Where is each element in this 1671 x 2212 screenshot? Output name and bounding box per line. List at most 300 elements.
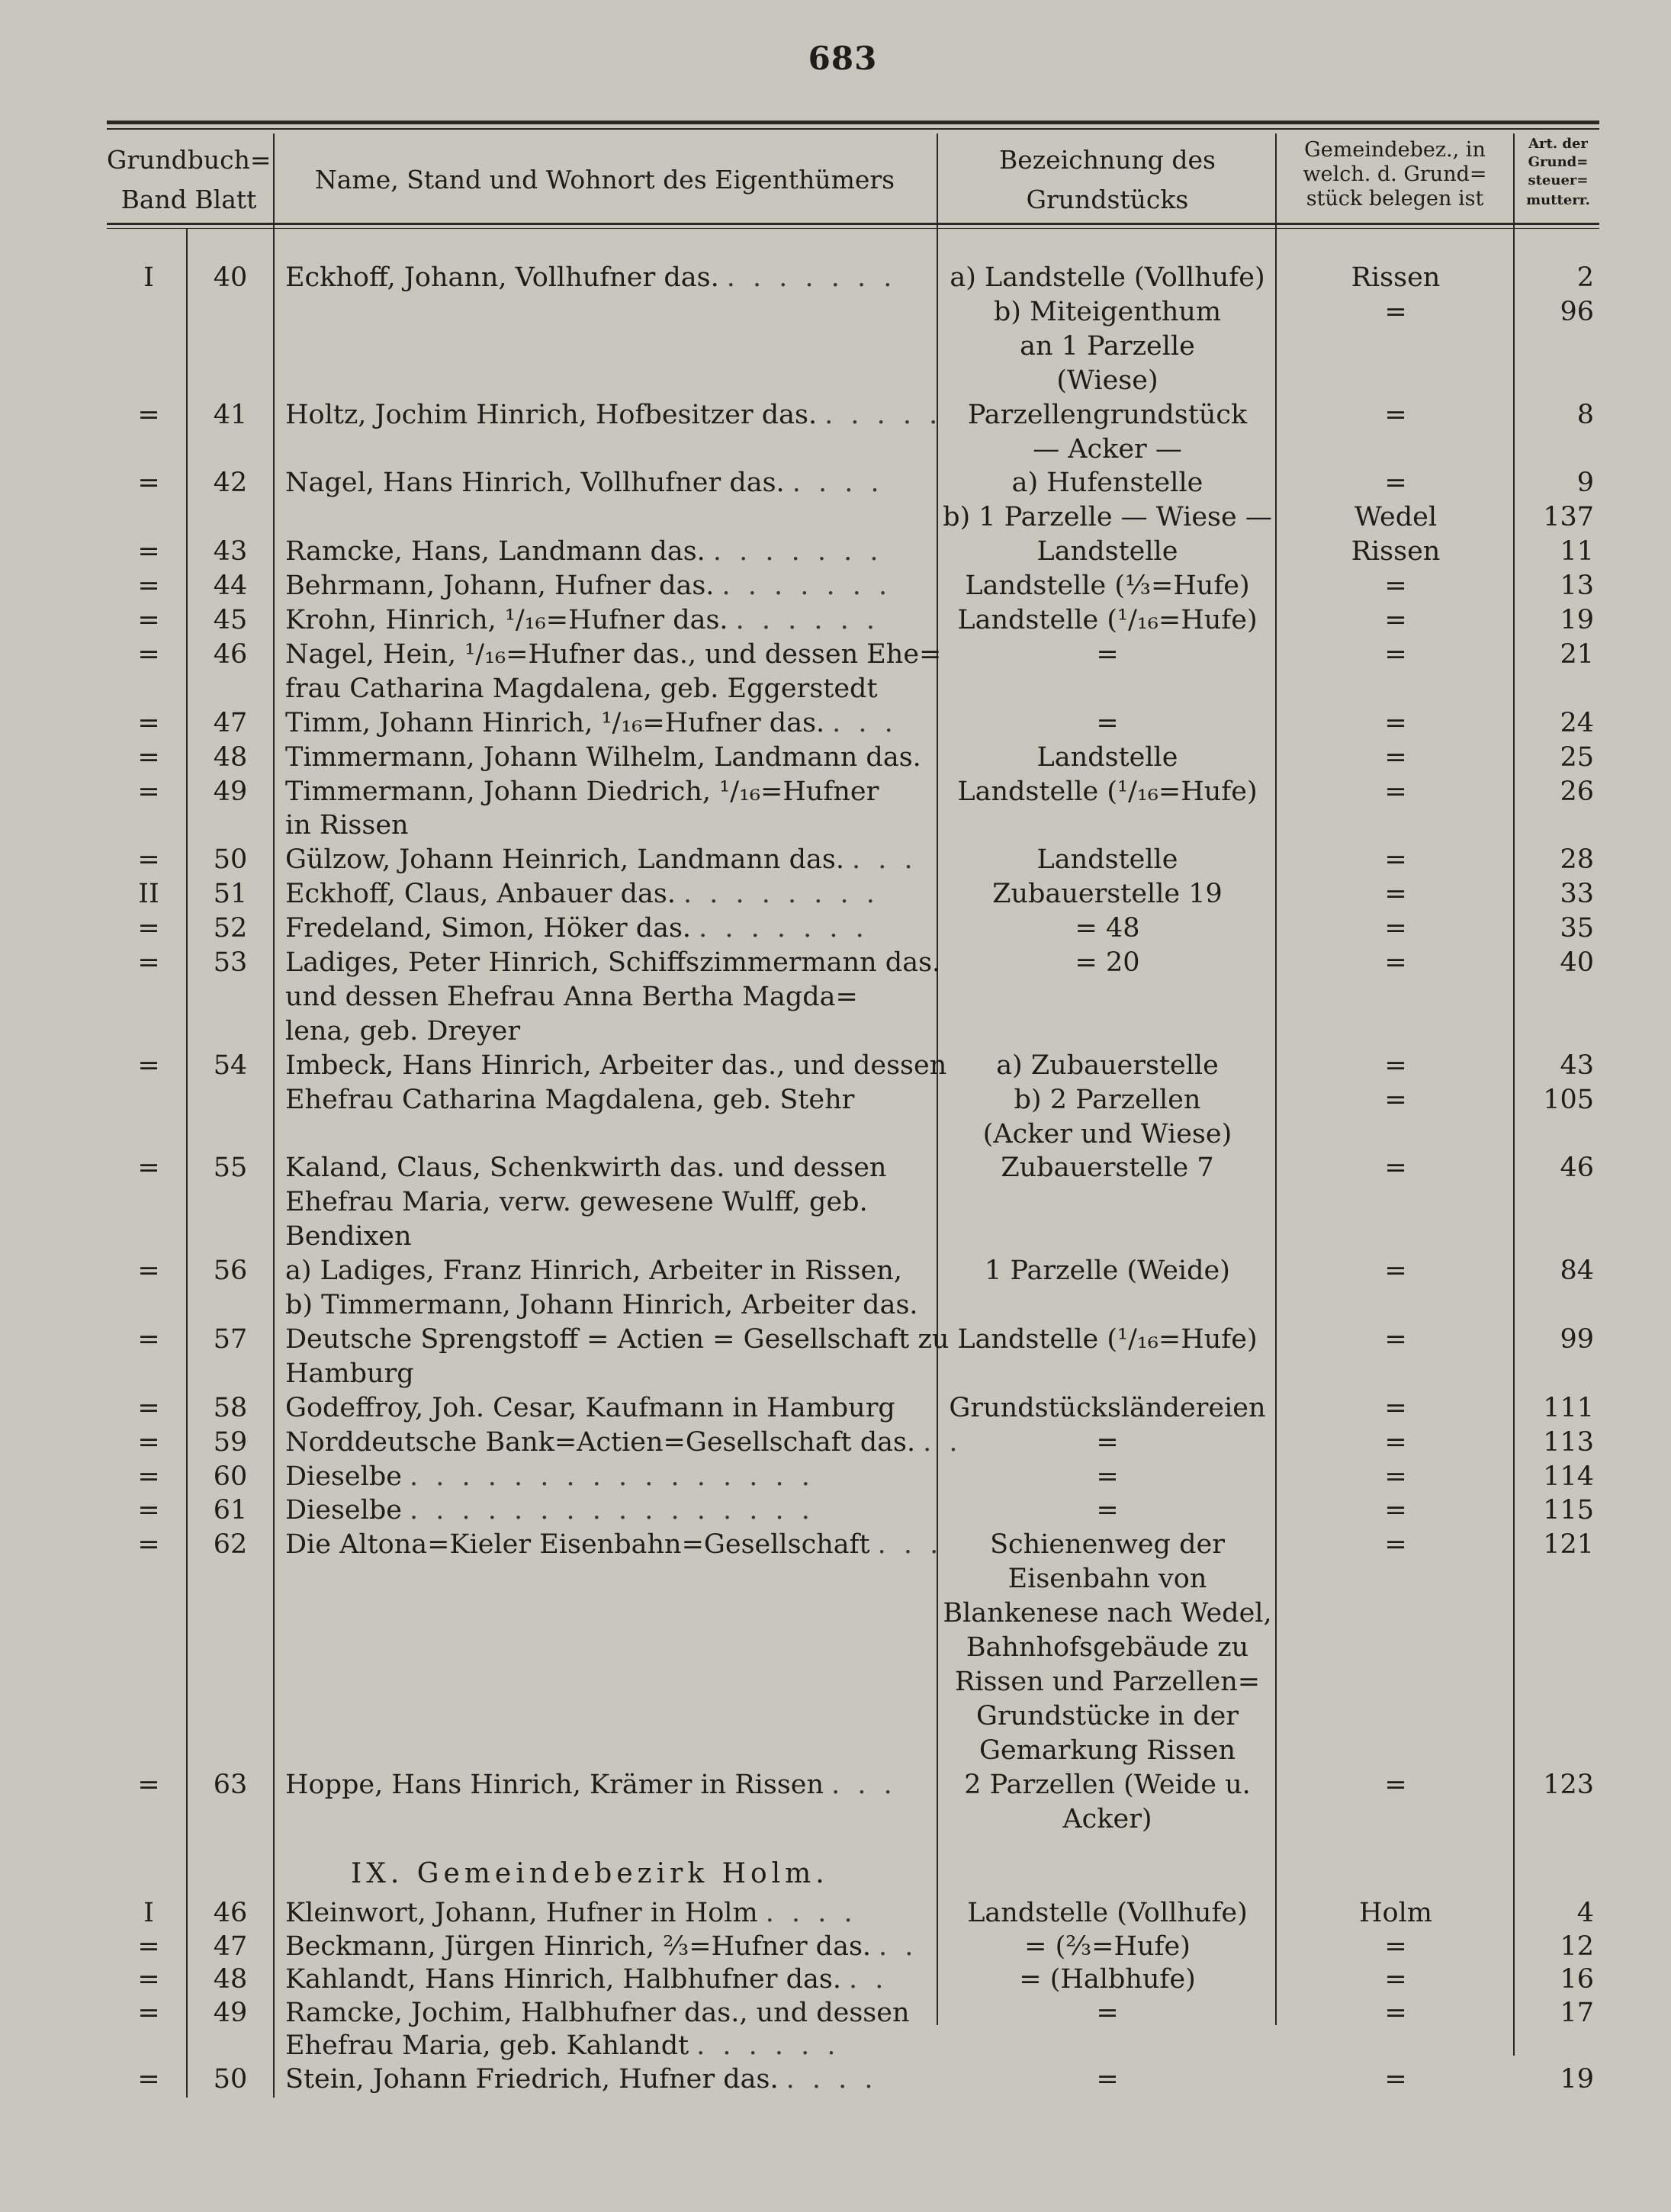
article-cell: [1518, 1996, 1594, 2030]
owner-cell-text: Kaland, Claus, Schenkwirth das. und dessen: [285, 1153, 887, 1184]
owner-cell-text: Ladiges, Peter Hinrich, Schiffszimmermann das.: [285, 947, 941, 978]
district-cell-text: =: [1384, 468, 1407, 499]
parcel-cell: [940, 1734, 1275, 1767]
parcel-cell: [940, 1802, 1275, 1836]
article-cell: [1518, 775, 1594, 809]
owner-cell: [285, 1049, 947, 1082]
blatt-cell: [192, 2062, 268, 2096]
blatt-cell: [192, 843, 268, 876]
parcel-cell: [940, 638, 1275, 671]
owner-cell-text: Ehefrau Maria, verw. gewesene Wulff, geb.: [285, 1187, 868, 1218]
owner-cell-text: in Rissen: [285, 810, 409, 841]
district-cell: [1281, 1323, 1510, 1356]
article-cell: [1518, 1083, 1594, 1117]
band-cell: [114, 946, 183, 979]
table-row: [0, 1896, 1671, 1930]
top-rule-thin: [107, 128, 1599, 130]
table-row: [0, 1083, 1671, 1117]
header-parcel-line1: Bezeichnung des: [999, 145, 1216, 175]
article-cell: [1518, 1460, 1594, 1493]
article-cell: [1518, 1896, 1594, 1930]
district-cell-text: =: [1384, 1426, 1407, 1458]
band-cell-text: =: [137, 468, 160, 499]
owner-cell: [285, 1596, 934, 1630]
article-cell-text: 19: [1560, 605, 1594, 635]
header-parcel-line2: Grundstücks: [1026, 185, 1189, 214]
table-row: [0, 1493, 1671, 1527]
owner-cell-text: Imbeck, Hans Hinrich, Arbeiter das., und dessen: [285, 1050, 947, 1081]
table-row: [0, 1699, 1671, 1733]
blatt-cell-text: 62: [213, 1529, 248, 1561]
parcel-cell-text: = 48: [1075, 913, 1140, 944]
parcel-cell: [940, 398, 1275, 432]
band-cell: [114, 1896, 183, 1930]
owner-cell-text: Deutsche Sprengstoff = Actien = Gesellschaft zu: [285, 1323, 950, 1355]
table-row: [0, 500, 1671, 534]
parcel-cell-text: 1 Parzelle (Weide): [985, 1256, 1230, 1287]
blatt-cell-text: 49: [213, 776, 248, 807]
band-cell-text: =: [137, 741, 160, 773]
band-cell: [114, 1963, 183, 1996]
band-cell-text: =: [137, 1426, 160, 1458]
blatt-cell: [192, 1426, 268, 1459]
article-cell-text: 123: [1543, 1769, 1594, 1800]
district-cell: [1281, 877, 1510, 911]
table-row: [0, 1288, 1671, 1322]
article-cell: [1518, 843, 1594, 876]
parcel-cell-text: =: [1096, 1997, 1119, 2028]
table-row: [0, 775, 1671, 809]
owner-cell: [285, 1665, 934, 1699]
band-cell-text: II: [138, 879, 159, 910]
article-cell-text: 46: [1560, 1153, 1594, 1184]
district-cell-text: =: [1384, 947, 1407, 978]
parcel-cell-text: =: [1096, 1426, 1119, 1458]
band-cell: [114, 535, 183, 568]
district-cell: [1281, 1391, 1510, 1425]
owner-cell: [285, 1391, 934, 1425]
parcel-cell-text: = (Halbhufe): [1019, 1964, 1196, 1995]
band-cell: [114, 1426, 183, 1459]
band-cell: [114, 843, 183, 876]
district-cell-text: =: [1384, 1931, 1407, 1962]
band-cell-text: =: [137, 1461, 160, 1492]
table-row: [0, 1631, 1671, 1664]
blatt-cell: [192, 603, 268, 637]
owner-cell: [285, 1528, 943, 1561]
district-cell: [1281, 295, 1510, 329]
owner-cell: [285, 1896, 934, 1930]
band-cell: [114, 741, 183, 774]
district-cell-text: Rissen: [1351, 262, 1441, 293]
article-cell: [1518, 569, 1594, 603]
owner-cell: [285, 1254, 934, 1288]
blatt-cell: [192, 1896, 268, 1930]
blatt-cell-text: 53: [213, 947, 248, 978]
dot-leader: . . . .: [786, 2063, 878, 2095]
band-cell: [114, 1493, 183, 1527]
dot-leader: . .: [923, 1426, 962, 1458]
parcel-cell: [940, 466, 1275, 500]
parcel-cell-text: Zubauerstelle 7: [1001, 1153, 1214, 1184]
blatt-cell-text: 42: [213, 468, 248, 499]
band-cell-text: =: [137, 399, 160, 430]
owner-cell: [285, 1117, 934, 1151]
band-cell-text: =: [137, 947, 160, 978]
blatt-cell: [192, 1151, 268, 1185]
district-cell-text: =: [1384, 741, 1407, 773]
band-cell: [114, 603, 183, 637]
district-cell: [1281, 398, 1510, 432]
dot-leader: . . . . . . .: [721, 571, 892, 602]
article-cell: [1518, 1426, 1594, 1459]
parcel-cell: [940, 1596, 1275, 1630]
district-cell-text: =: [1384, 1529, 1407, 1561]
owner-cell: [285, 1357, 934, 1391]
owner-cell: [285, 1802, 934, 1836]
blatt-cell: [192, 569, 268, 603]
article-cell-text: 24: [1560, 707, 1594, 738]
owner-cell: [285, 980, 934, 1014]
owner-cell-text: Dieselbe: [285, 1495, 402, 1526]
article-cell: [1518, 1254, 1594, 1288]
parcel-cell-text: — Acker —: [1033, 433, 1182, 465]
owner-cell: [285, 1185, 934, 1219]
owner-cell-text: Stein, Johann Friedrich, Hufner das.: [285, 2063, 779, 2095]
parcel-cell-text: b) 1 Parzelle — Wiese —: [943, 502, 1272, 533]
article-cell: [1518, 535, 1594, 568]
header-rule: [107, 223, 1599, 225]
owner-cell-text: Eckhoff, Johann, Vollhufner das.: [285, 262, 719, 293]
header-band-blatt-line1: Grundbuch=: [107, 145, 272, 175]
parcel-cell-text: Bahnhofsgebäude zu: [966, 1632, 1249, 1663]
blatt-cell-text: 49: [213, 1997, 248, 2028]
blatt-cell-text: 45: [213, 605, 248, 635]
band-cell-text: =: [137, 1964, 160, 1995]
owner-cell-text: Dieselbe: [285, 1461, 402, 1492]
band-cell-text: =: [137, 1050, 160, 1081]
band-cell: [114, 1391, 183, 1425]
district-cell-text: Rissen: [1351, 536, 1441, 567]
band-cell-text: =: [137, 1153, 160, 1184]
table-row: [0, 1768, 1671, 1802]
table-row: [0, 1996, 1671, 2030]
parcel-cell: [940, 1699, 1275, 1733]
blatt-cell-text: 50: [213, 844, 248, 876]
band-cell: [114, 1049, 183, 1082]
owner-cell: [285, 741, 934, 774]
district-cell: [1281, 1930, 1510, 1963]
parcel-cell-text: (Wiese): [1056, 365, 1158, 396]
district-cell: [1281, 1460, 1510, 1493]
article-cell-text: 8: [1576, 399, 1594, 430]
district-cell: [1281, 638, 1510, 671]
blatt-cell-text: 50: [213, 2063, 248, 2095]
district-cell-text: =: [1384, 1050, 1407, 1081]
table-row: [0, 1734, 1671, 1767]
district-cell: [1281, 466, 1510, 500]
district-cell-text: =: [1384, 638, 1407, 670]
table-row: [0, 295, 1671, 329]
parcel-cell: [940, 1528, 1275, 1561]
article-cell: [1518, 946, 1594, 979]
owner-cell: [285, 500, 934, 534]
parcel-cell: [940, 1460, 1275, 1493]
dot-leader: . . . . . . .: [726, 262, 897, 293]
article-cell-text: 9: [1576, 468, 1594, 499]
parcel-cell: [940, 911, 1275, 945]
parcel-cell-text: =: [1096, 707, 1119, 738]
parcel-cell-text: Landstelle (Vollhufe): [967, 1898, 1248, 1928]
owner-cell: [285, 877, 934, 911]
district-cell-text: =: [1384, 1997, 1407, 2028]
table-row: [0, 2062, 1671, 2096]
blatt-cell: [192, 877, 268, 911]
article-cell-text: 26: [1560, 776, 1594, 807]
article-cell: [1518, 1391, 1594, 1425]
header-district-line1: Gemeindebez., in: [1304, 138, 1486, 162]
band-cell: [114, 638, 183, 671]
parcel-cell: [940, 432, 1275, 466]
header-district-line3: stück belegen ist: [1306, 187, 1484, 211]
dot-leader: . . . . . . . . . . . . . . . .: [409, 1461, 815, 1492]
blatt-cell-text: 56: [213, 1256, 248, 1287]
parcel-cell: [940, 1151, 1275, 1185]
table-row: [0, 1802, 1671, 1836]
table-row: [0, 1151, 1671, 1185]
article-cell-text: 35: [1560, 913, 1594, 944]
parcel-cell-text: b) 2 Parzellen: [1014, 1084, 1201, 1115]
parcel-cell-text: Landstelle (⅓=Hufe): [965, 571, 1250, 602]
parcel-cell: [940, 1631, 1275, 1664]
band-cell-text: =: [137, 638, 160, 670]
table-row: [0, 809, 1671, 842]
owner-cell: [285, 1631, 934, 1664]
header-article-line1: Art. der: [1528, 136, 1588, 152]
blatt-cell: [192, 466, 268, 500]
article-cell-text: 111: [1543, 1392, 1594, 1423]
dot-leader: . . .: [832, 707, 898, 738]
table-row: [0, 1426, 1671, 1459]
page-number: 683: [808, 40, 878, 77]
header-band-blatt-line2: Band Blatt: [121, 185, 257, 214]
band-cell-text: =: [137, 776, 160, 807]
band-cell: [114, 911, 183, 945]
article-cell-text: 25: [1560, 741, 1594, 773]
owner-cell: [285, 1562, 934, 1596]
article-cell-text: 13: [1560, 571, 1594, 602]
district-cell: [1281, 1768, 1510, 1802]
district-cell-text: =: [1384, 844, 1407, 876]
blatt-cell: [192, 261, 268, 294]
district-cell: [1281, 261, 1510, 294]
blatt-cell-text: 47: [213, 707, 248, 738]
owner-cell: [285, 911, 934, 945]
parcel-cell: [940, 1896, 1275, 1930]
parcel-cell: [940, 261, 1275, 294]
district-cell: [1281, 946, 1510, 979]
parcel-cell-text: Grundstücksländereien: [949, 1392, 1266, 1423]
blatt-cell-text: 59: [213, 1426, 248, 1458]
district-cell-text: =: [1384, 1964, 1407, 1995]
owner-cell: [285, 466, 934, 500]
parcel-cell: [940, 1768, 1275, 1802]
band-cell: [114, 2062, 183, 2096]
article-cell-text: 19: [1560, 2063, 1594, 2095]
owner-cell-text: Bendixen: [285, 1221, 412, 1252]
owner-cell-text: Timmermann, Johann Diedrich, ¹/₁₆=Hufner: [285, 776, 879, 807]
district-cell-text: =: [1384, 1323, 1407, 1355]
table-row: [0, 1357, 1671, 1391]
district-cell: [1281, 775, 1510, 809]
district-cell: [1281, 911, 1510, 945]
header-district-line2: welch. d. Grund=: [1303, 162, 1487, 186]
district-cell-text: =: [1384, 1084, 1407, 1115]
parcel-cell: [940, 1493, 1275, 1527]
article-cell: [1518, 638, 1594, 671]
article-cell-text: 43: [1560, 1050, 1594, 1081]
band-cell: [114, 775, 183, 809]
blatt-cell: [192, 741, 268, 774]
dot-leader: . . . . . .: [696, 2030, 840, 2061]
district-cell: [1281, 2062, 1510, 2096]
band-cell: [114, 261, 183, 294]
parcel-cell-text: =: [1096, 2063, 1119, 2095]
owner-cell: [285, 638, 942, 671]
article-cell-text: 99: [1560, 1323, 1594, 1355]
blatt-cell-text: 44: [213, 571, 248, 602]
owner-cell-text: und dessen Ehefrau Anna Bertha Magda=: [285, 981, 858, 1012]
owner-cell-text: Ehefrau Maria, geb. Kahlandt: [285, 2030, 689, 2061]
owner-cell-text: Eckhoff, Claus, Anbauer das.: [285, 879, 676, 910]
parcel-cell: [940, 569, 1275, 603]
blatt-cell: [192, 1963, 268, 1996]
owner-cell: [285, 1734, 934, 1767]
article-cell: [1518, 500, 1594, 534]
owner-cell: [285, 364, 934, 397]
dot-leader: . . .: [851, 844, 917, 876]
parcel-cell: [940, 741, 1275, 774]
blatt-cell: [192, 1049, 268, 1082]
parcel-cell: [940, 1083, 1275, 1117]
owner-cell-text: a) Ladiges, Franz Hinrich, Arbeiter in Rissen,: [285, 1256, 902, 1287]
blatt-cell: [192, 1768, 268, 1802]
article-cell-text: 17: [1560, 1997, 1594, 2028]
district-cell: [1281, 500, 1510, 534]
article-cell-text: 2: [1576, 262, 1594, 293]
owner-cell: [285, 1493, 934, 1527]
table-row: [0, 980, 1671, 1014]
district-cell: [1281, 741, 1510, 774]
parcel-cell: [940, 877, 1275, 911]
owner-cell: [285, 569, 934, 603]
parcel-cell-text: Landstelle: [1036, 536, 1178, 567]
owner-cell: [285, 2029, 934, 2062]
district-cell-text: =: [1384, 913, 1407, 944]
dot-leader: . . . . .: [824, 399, 943, 430]
owner-cell-text: Holtz, Jochim Hinrich, Hofbesitzer das.: [285, 399, 818, 430]
dot-leader: . . . . . . .: [699, 913, 869, 944]
district-cell: [1281, 569, 1510, 603]
parcel-cell: [940, 1323, 1275, 1356]
article-cell: [1518, 1323, 1594, 1356]
blatt-cell: [192, 1254, 268, 1288]
blatt-cell-text: 46: [213, 1898, 248, 1928]
blatt-cell: [192, 1460, 268, 1493]
district-cell-text: =: [1384, 2063, 1407, 2095]
header-article-line3: steuer=: [1528, 172, 1589, 188]
owner-cell-text: Fredeland, Simon, Höker das.: [285, 913, 692, 944]
band-cell: [114, 1460, 183, 1493]
table-row: [0, 569, 1671, 603]
blatt-cell: [192, 1930, 268, 1963]
band-cell: [114, 466, 183, 500]
table-row: [0, 843, 1671, 876]
parcel-cell-text: = (⅔=Hufe): [1024, 1931, 1191, 1962]
article-cell-text: 121: [1543, 1529, 1594, 1561]
blatt-cell-text: 46: [213, 638, 248, 670]
article-cell: [1518, 1930, 1594, 1963]
table-row: [0, 741, 1671, 774]
parcel-cell: [940, 1930, 1275, 1963]
district-cell-text: =: [1384, 1153, 1407, 1184]
blatt-cell-text: 43: [213, 536, 248, 567]
owner-cell-text: Hoppe, Hans Hinrich, Krämer in Rissen: [285, 1769, 824, 1800]
owner-cell-text: Ramcke, Jochim, Halbhufner das., und dessen: [285, 1997, 910, 2028]
parcel-cell: [940, 603, 1275, 637]
district-cell-text: =: [1384, 879, 1407, 910]
band-cell: [114, 706, 183, 740]
article-cell: [1518, 877, 1594, 911]
parcel-cell-text: Landstelle (¹/₁₆=Hufe): [957, 776, 1258, 807]
article-cell-text: 114: [1543, 1461, 1594, 1492]
article-cell: [1518, 741, 1594, 774]
district-cell: [1281, 1049, 1510, 1082]
owner-cell-text: Norddeutsche Bank=Actien=Gesellschaft das.: [285, 1426, 916, 1458]
article-cell: [1518, 398, 1594, 432]
dot-leader: . . . . . . . . . . . . . . . .: [409, 1495, 815, 1526]
parcel-cell: [940, 330, 1275, 363]
blatt-cell: [192, 1996, 268, 2030]
article-cell: [1518, 295, 1594, 329]
band-cell: [114, 1254, 183, 1288]
parcel-cell-text: a) Landstelle (Vollhufe): [950, 262, 1265, 293]
band-cell-text: =: [137, 913, 160, 944]
owner-cell-text: Timm, Johann Hinrich, ¹/₁₆=Hufner das.: [285, 707, 825, 738]
table-row: [0, 1528, 1671, 1561]
band-cell: [114, 1930, 183, 1963]
blatt-cell: [192, 1323, 268, 1356]
header-owner: Name, Stand und Wohnort des Eigenthümers: [314, 165, 895, 195]
owner-cell: [285, 1083, 934, 1117]
district-cell: [1281, 1528, 1510, 1561]
owner-cell: [285, 843, 934, 876]
article-cell-text: 28: [1560, 844, 1594, 876]
owner-cell-text: b) Timmermann, Johann Hinrich, Arbeiter das.: [285, 1290, 918, 1320]
article-cell: [1518, 466, 1594, 500]
district-cell-text: =: [1384, 296, 1407, 327]
parcel-cell: [940, 706, 1275, 740]
parcel-cell-text: Landstelle (¹/₁₆=Hufe): [957, 605, 1258, 635]
owner-cell: [285, 398, 943, 432]
district-cell: [1281, 706, 1510, 740]
table-row: [0, 1391, 1671, 1425]
band-cell-text: =: [137, 1495, 160, 1526]
header-article-line2: Grund=: [1528, 154, 1589, 170]
owner-cell-text: Kahlandt, Hans Hinrich, Halbhufner das.: [285, 1964, 841, 1995]
table-row: [0, 1220, 1671, 1253]
band-cell-text: =: [137, 2063, 160, 2095]
